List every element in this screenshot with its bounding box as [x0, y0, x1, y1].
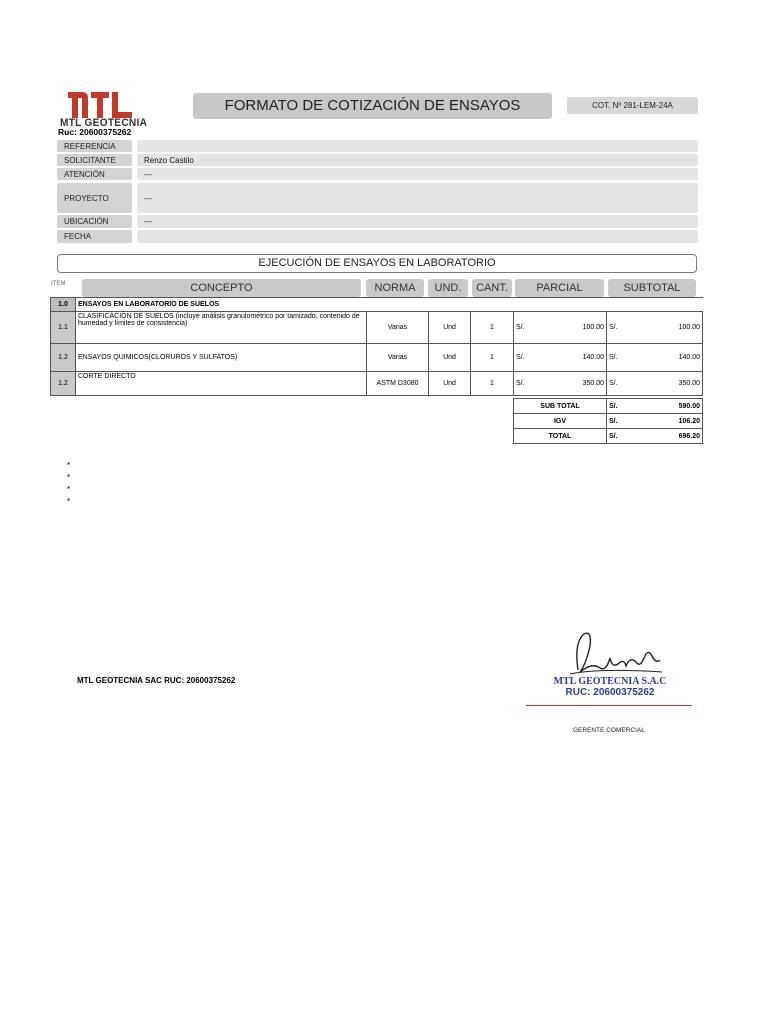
row-und: Und — [429, 312, 471, 344]
table-row — [51, 344, 703, 372]
document-title-bar — [193, 93, 552, 119]
atencion-value: --- — [137, 168, 698, 180]
row-item: 1.2 — [51, 372, 76, 396]
row-und: Und — [429, 344, 471, 372]
subtotal-row — [514, 399, 703, 414]
row-concepto: ENSAYOS QUIMICOS(CLORUROS Y SULFATOS) — [76, 344, 367, 372]
logo-wordmark: MTL GEOTECNIA — [60, 117, 148, 129]
footer-company: MTL GEOTECNIA SAC RUC: 20600375262 — [77, 676, 236, 685]
fecha-value — [137, 230, 698, 243]
fecha-label: FECHA — [57, 230, 132, 243]
row-subtotal — [607, 344, 703, 372]
group-item: 1.0 — [51, 298, 76, 312]
col-item-header: ITEM — [51, 281, 66, 287]
currency: S/. — [516, 380, 525, 387]
note-bullet: * — [67, 485, 71, 494]
row-norma: ASTM D3080 — [367, 372, 429, 396]
table-row — [51, 312, 703, 344]
row-parcial — [514, 372, 607, 396]
igv-value: 106.20 — [678, 417, 700, 425]
subtotal-amount — [607, 399, 703, 414]
stamp-ruc: RUC: 20600375262 — [565, 687, 655, 698]
solicitante-label: SOLICITANTE — [57, 154, 132, 166]
row-subtotal — [607, 372, 703, 396]
company-ruc: Ruc: 20600375262 — [58, 127, 132, 137]
document-title: FORMATO DE COTIZACIÓN DE ENSAYOS — [224, 97, 521, 114]
currency: S/. — [516, 354, 525, 361]
col-norma-header: NORMA — [366, 279, 424, 297]
subtotal-value: 100.00 — [678, 324, 701, 331]
proyecto-label: PROYECTO — [57, 183, 132, 213]
referencia-label: REFERENCIA — [57, 140, 132, 152]
row-item: 1.2 — [51, 344, 76, 372]
subtotal-value: 140.00 — [678, 354, 701, 361]
ubicacion-value: --- — [137, 215, 698, 228]
signer-role: GERENTE COMERCIAL — [573, 727, 645, 734]
currency: S/. — [609, 354, 618, 361]
parcial-value: 100.00 — [582, 324, 604, 331]
row-cant: 1 — [471, 344, 514, 372]
quotation-number: COT. Nº 281-LEM-24A — [567, 97, 698, 114]
row-parcial — [514, 312, 607, 344]
atencion-label: ATENCIÓN — [57, 168, 132, 180]
signature-line — [526, 705, 692, 706]
note-bullet: * — [67, 497, 71, 506]
igv-amount — [607, 414, 703, 429]
subtotal-total-value: 590.00 — [678, 402, 700, 410]
total-value: 696.20 — [678, 432, 700, 440]
row-norma: Varias — [367, 312, 429, 344]
signature-stamp — [540, 628, 680, 700]
referencia-value — [137, 140, 698, 152]
row-cant: 1 — [471, 372, 514, 396]
total-label: TOTAL — [514, 429, 607, 444]
row-parcial — [514, 344, 607, 372]
ubicacion-label: UBICACIÓN — [57, 215, 132, 228]
proyecto-value: --- — [137, 183, 698, 213]
currency: S/. — [609, 402, 618, 410]
note-bullet: * — [67, 461, 71, 470]
stamp-company: MTL GEOTECNIA S.A.C — [553, 676, 667, 687]
currency: S/. — [516, 324, 525, 331]
row-cant: 1 — [471, 312, 514, 344]
group-row — [51, 298, 703, 312]
quotation-table — [50, 297, 703, 396]
note-bullet: * — [67, 473, 71, 482]
row-und: Und — [429, 372, 471, 396]
row-concepto: CORTE DIRECTO — [76, 372, 367, 396]
col-concepto-header: CONCEPTO — [82, 279, 361, 297]
section-title: EJECUCIÓN DE ENSAYOS EN LABORATORIO — [57, 254, 697, 273]
col-parcial-header: PARCIAL — [515, 279, 604, 297]
subtotal-label: SUB TOTAL — [514, 399, 607, 414]
currency: S/. — [609, 417, 618, 425]
row-item: 1.1 — [51, 312, 76, 344]
igv-label: IGV — [514, 414, 607, 429]
row-concepto: CLASIFICACIÓN DE SUELOS (incluye análisis granulométrico por tamizado, contenido de humedad y límites de consistencia) — [76, 312, 367, 344]
table-row — [51, 372, 703, 396]
total-amount — [607, 429, 703, 444]
currency: S/. — [609, 432, 618, 440]
currency: S/. — [609, 324, 618, 331]
row-norma: Varias — [367, 344, 429, 372]
row-subtotal — [607, 312, 703, 344]
subtotal-value: 350.00 — [678, 380, 701, 387]
col-und-header: UND. — [428, 279, 468, 297]
col-subtotal-header: SUBTOTAL — [608, 279, 696, 297]
currency: S/. — [609, 380, 618, 387]
totals-table — [513, 398, 703, 444]
group-title: ENSAYOS EN LABORATORIO DE SUELOS — [76, 298, 703, 312]
parcial-value: 140.00 — [582, 354, 604, 361]
parcial-value: 350.00 — [582, 380, 604, 387]
total-row — [514, 429, 703, 444]
col-cant-header: CANT. — [472, 279, 512, 297]
igv-row — [514, 414, 703, 429]
solicitante-value: Renzo Castilo — [137, 154, 698, 166]
